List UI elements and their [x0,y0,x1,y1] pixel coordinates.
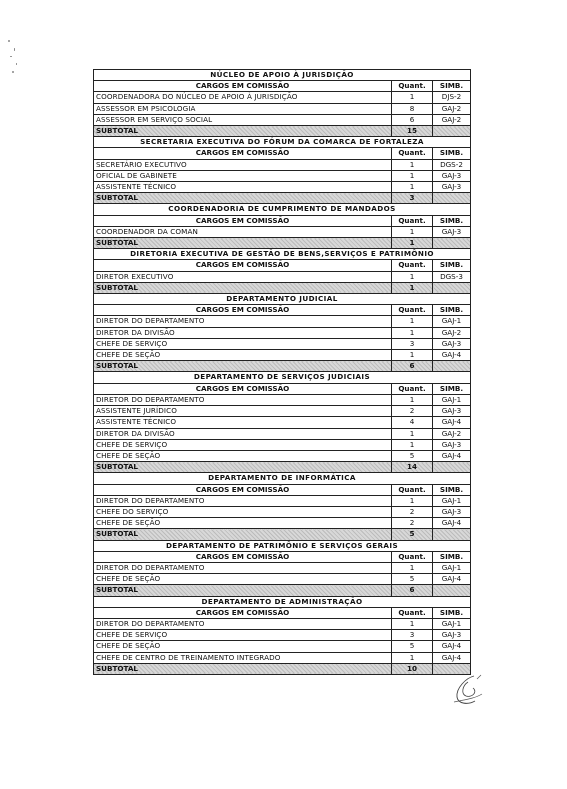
subtotal-filler [433,126,471,137]
header-quant: Quant. [392,81,433,92]
cargo-quant: 1 [392,159,433,170]
table-row [94,574,471,585]
header-simb: SIMB. [433,607,471,618]
cargo-simb: GAJ-3 [433,506,471,517]
table-row [94,439,471,450]
cargo-quant: 2 [392,518,433,529]
table-row [94,630,471,641]
cargo-name: CHEFE DE SERVIÇO [94,439,392,450]
table-row [94,316,471,327]
cargo-name: DIRETOR DO DEPARTAMENTO [94,495,392,506]
cargo-quant: 1 [392,327,433,338]
subtotal-value: 1 [392,238,433,249]
cargo-simb: GAJ-2 [433,428,471,439]
cargo-name: OFICIAL DE GABINETE [94,170,392,181]
cargo-quant: 1 [392,350,433,361]
table-row [94,170,471,181]
cargo-simb: GAJ-4 [433,417,471,428]
table-row [94,506,471,517]
table-row [94,338,471,349]
cargo-quant: 1 [392,652,433,663]
table-body [94,70,471,675]
section-title-row [94,204,471,215]
subtotal-filler [433,282,471,293]
header-simb: SIMB. [433,260,471,271]
header-cargos: CARGOS EM COMISSÃO [94,81,392,92]
cargos-em-comissao-table [93,69,471,675]
cargo-simb: GAJ-3 [433,406,471,417]
subtotal-value: 6 [392,585,433,596]
cargo-simb: GAJ-1 [433,618,471,629]
cargo-quant: 8 [392,103,433,114]
cargo-simb: GAJ-3 [433,182,471,193]
column-header-row [94,148,471,159]
section-title-row [94,70,471,81]
table-row [94,103,471,114]
cargo-simb: GAJ-4 [433,518,471,529]
table-row [94,406,471,417]
subtotal-row [94,238,471,249]
cargo-simb: GAJ-3 [433,439,471,450]
section-title: DEPARTAMENTO DE SERVIÇOS JUDICIAIS [94,372,471,383]
cargo-quant: 1 [392,394,433,405]
cargo-quant: 5 [392,641,433,652]
cargo-name: COORDENADOR DA COMAN [94,226,392,237]
section-title: SECRETARIA EXECUTIVA DO FÓRUM DA COMARCA DE FORTALEZA [94,137,471,148]
header-cargos: CARGOS EM COMISSÃO [94,305,392,316]
cargo-quant: 1 [392,495,433,506]
header-simb: SIMB. [433,551,471,562]
header-quant: Quant. [392,551,433,562]
cargo-simb: GAJ-1 [433,562,471,573]
subtotal-row [94,462,471,473]
header-simb: SIMB. [433,215,471,226]
header-simb: SIMB. [433,305,471,316]
column-header-row [94,484,471,495]
section-title-row [94,249,471,260]
table-row [94,652,471,663]
cargo-simb: GAJ-4 [433,574,471,585]
header-cargos: CARGOS EM COMISSÃO [94,484,392,495]
header-cargos: CARGOS EM COMISSÃO [94,260,392,271]
subtotal-label: SUBTOTAL [94,282,392,293]
cargo-simb: DJS-2 [433,92,471,103]
subtotal-row [94,126,471,137]
header-quant: Quant. [392,215,433,226]
cargo-simb: GAJ-4 [433,450,471,461]
cargo-name: CHEFE DE SEÇÃO [94,574,392,585]
cargo-simb: GAJ-2 [433,114,471,125]
header-quant: Quant. [392,148,433,159]
table-row [94,417,471,428]
cargo-name: ASSESSOR EM PSICOLOGIA [94,103,392,114]
cargo-name: DIRETOR DO DEPARTAMENTO [94,316,392,327]
table-row [94,226,471,237]
table-row [94,495,471,506]
cargo-simb: GAJ-3 [433,630,471,641]
subtotal-value: 5 [392,529,433,540]
header-quant: Quant. [392,607,433,618]
section-title: DIRETORIA EXECUTIVA DE GESTÃO DE BENS,SERVIÇOS E PATRIMÔNIO [94,249,471,260]
header-simb: SIMB. [433,148,471,159]
cargo-quant: 1 [392,226,433,237]
cargo-name: DIRETOR DA DIVISÃO [94,428,392,439]
subtotal-value: 6 [392,361,433,372]
cargo-simb: DGS-3 [433,271,471,282]
cargo-quant: 1 [392,170,433,181]
subtotal-row [94,663,471,674]
cargo-name: CHEFE DE CENTRO DE TREINAMENTO INTEGRADO [94,652,392,663]
section-title: DEPARTAMENTO DE PATRIMÔNIO E SERVIÇOS GERAIS [94,540,471,551]
subtotal-label: SUBTOTAL [94,238,392,249]
cargo-quant: 1 [392,562,433,573]
section-title-row [94,473,471,484]
cargo-quant: 1 [392,439,433,450]
table-row [94,394,471,405]
section-title-row [94,294,471,305]
cargo-name: DIRETOR DO DEPARTAMENTO [94,394,392,405]
header-simb: SIMB. [433,484,471,495]
table-row [94,518,471,529]
subtotal-value: 14 [392,462,433,473]
cargo-quant: 3 [392,338,433,349]
subtotal-label: SUBTOTAL [94,585,392,596]
cargo-quant: 4 [392,417,433,428]
column-header-row [94,551,471,562]
cargo-quant: 6 [392,114,433,125]
cargo-name: CHEFE DE SEÇÃO [94,450,392,461]
cargo-name: CHEFE DO SERVIÇO [94,506,392,517]
cargo-quant: 1 [392,618,433,629]
cargo-quant: 5 [392,574,433,585]
section-title: DEPARTAMENTO DE ADMINISTRAÇÃO [94,596,471,607]
cargo-name: DIRETOR DO DEPARTAMENTO [94,618,392,629]
subtotal-label: SUBTOTAL [94,663,392,674]
header-cargos: CARGOS EM COMISSÃO [94,551,392,562]
cargo-simb: GAJ-1 [433,316,471,327]
column-header-row [94,81,471,92]
scan-margin-marks [6,38,20,78]
subtotal-filler [433,193,471,204]
cargo-name: ASSESSOR EM SERVIÇO SOCIAL [94,114,392,125]
cargo-simb: GAJ-2 [433,327,471,338]
cargo-name: DIRETOR DO DEPARTAMENTO [94,562,392,573]
table-row [94,618,471,629]
subtotal-row [94,585,471,596]
table-row [94,114,471,125]
cargo-quant: 1 [392,316,433,327]
cargo-quant: 1 [392,92,433,103]
table-row [94,327,471,338]
header-cargos: CARGOS EM COMISSÃO [94,148,392,159]
table-row [94,271,471,282]
subtotal-filler [433,462,471,473]
cargo-quant: 1 [392,428,433,439]
section-title: DEPARTAMENTO JUDICIAL [94,294,471,305]
subtotal-value: 1 [392,282,433,293]
cargo-name: CHEFE DE SERVIÇO [94,630,392,641]
subtotal-filler [433,361,471,372]
cargo-name: CHEFE DE SERVIÇO [94,338,392,349]
cargo-simb: DGS-2 [433,159,471,170]
cargo-name: DIRETOR DA DIVISÃO [94,327,392,338]
subtotal-label: SUBTOTAL [94,462,392,473]
cargo-name: DIRETOR EXECUTIVO [94,271,392,282]
table-row [94,182,471,193]
section-title: NÚCLEO DE APOIO À JURISDIÇÃO [94,70,471,81]
section-title-row [94,596,471,607]
subtotal-row [94,361,471,372]
cargo-name: ASSISTENTE TÉCNICO [94,417,392,428]
cargo-simb: GAJ-4 [433,350,471,361]
subtotal-label: SUBTOTAL [94,193,392,204]
cargo-simb: GAJ-4 [433,652,471,663]
column-header-row [94,260,471,271]
cargo-simb: GAJ-3 [433,170,471,181]
table-row [94,641,471,652]
table-row [94,450,471,461]
column-header-row [94,383,471,394]
subtotal-label: SUBTOTAL [94,361,392,372]
subtotal-value: 15 [392,126,433,137]
subtotal-value: 10 [392,663,433,674]
header-quant: Quant. [392,305,433,316]
subtotal-value: 3 [392,193,433,204]
subtotal-filler [433,585,471,596]
column-header-row [94,215,471,226]
section-title-row [94,137,471,148]
subtotal-row [94,193,471,204]
header-cargos: CARGOS EM COMISSÃO [94,607,392,618]
signature-initials-icon [448,672,488,710]
section-title-row [94,372,471,383]
cargo-name: SECRETÁRIO EXECUTIVO [94,159,392,170]
subtotal-row [94,529,471,540]
cargo-quant: 1 [392,271,433,282]
header-quant: Quant. [392,260,433,271]
table-row [94,562,471,573]
section-title: COORDENADORIA DE CUMPRIMENTO DE MANDADOS [94,204,471,215]
cargo-name: CHEFE DE SEÇÃO [94,518,392,529]
cargo-quant: 5 [392,450,433,461]
subtotal-filler [433,529,471,540]
header-quant: Quant. [392,484,433,495]
header-quant: Quant. [392,383,433,394]
subtotal-filler [433,238,471,249]
cargo-simb: GAJ-1 [433,495,471,506]
subtotal-label: SUBTOTAL [94,126,392,137]
subtotal-row [94,282,471,293]
section-title: DEPARTAMENTO DE INFORMÁTICA [94,473,471,484]
subtotal-label: SUBTOTAL [94,529,392,540]
cargo-quant: 2 [392,506,433,517]
cargo-name: CHEFE DE SEÇÃO [94,641,392,652]
cargo-name: ASSISTENTE TÉCNICO [94,182,392,193]
cargo-simb: GAJ-2 [433,103,471,114]
cargo-quant: 1 [392,182,433,193]
table-row [94,350,471,361]
cargo-name: COORDENADORA DO NÚCLEO DE APOIO À JURISDIÇÃO [94,92,392,103]
cargo-name: CHEFE DE SEÇÃO [94,350,392,361]
header-simb: SIMB. [433,383,471,394]
cargo-simb: GAJ-1 [433,394,471,405]
column-header-row [94,305,471,316]
header-cargos: CARGOS EM COMISSÃO [94,215,392,226]
header-simb: SIMB. [433,81,471,92]
table-row [94,92,471,103]
table-row [94,428,471,439]
column-header-row [94,607,471,618]
section-title-row [94,540,471,551]
cargo-simb: GAJ-3 [433,226,471,237]
header-cargos: CARGOS EM COMISSÃO [94,383,392,394]
cargo-quant: 2 [392,406,433,417]
table-row [94,159,471,170]
cargo-simb: GAJ-3 [433,338,471,349]
cargo-simb: GAJ-4 [433,641,471,652]
cargo-name: ASSISTENTE JURÍDICO [94,406,392,417]
cargo-quant: 3 [392,630,433,641]
